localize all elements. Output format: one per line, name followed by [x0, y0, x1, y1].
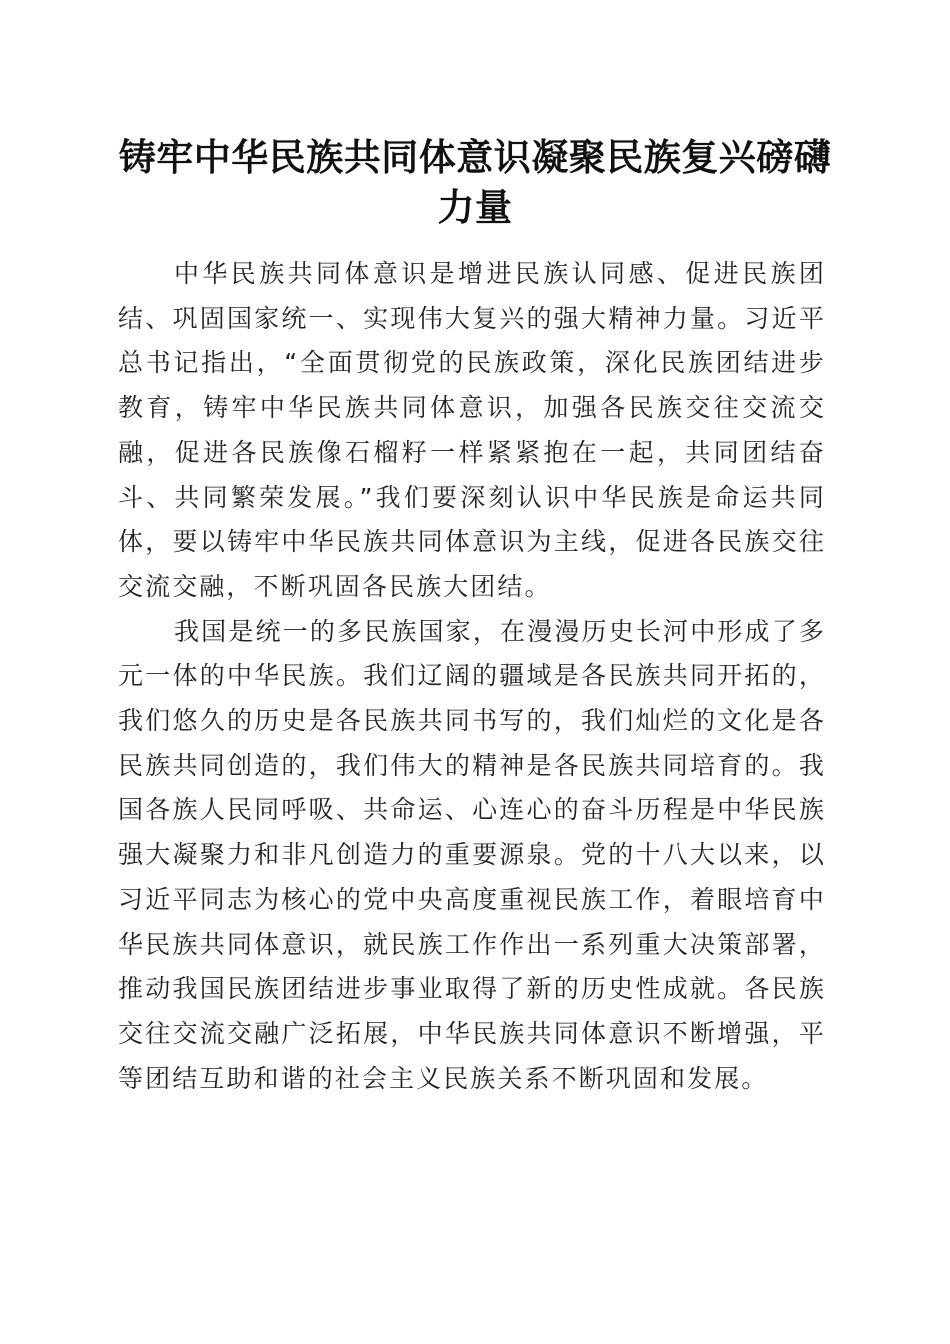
paragraph: 我国是统一的多民族国家，在漫漫历史长河中形成了多元一体的中华民族。我们辽阔的疆域是各民族共同开拓的，我们悠久的历史是各民族共同书写的，我们灿烂的文化是各民族共同创造的，我们伟大的精神是各民族共同培育的。我国各族人民同呼吸、共命运、心连心的奋斗历程是中华民族强大凝聚力和非凡创造力的重要源泉。党的十八大以来，以习近平同志为核心的党中央高度重视民族工作，着眼培育中华民族共同体意识，就民族工作作出一系列重大决策部署，推动我国民族团结进步事业取得了新的历史性成就。各民族交往交流交融广泛拓展，中华民族共同体意识不断增强，平等团结互助和谐的社会主义民族关系不断巩固和发展。: [118, 616, 826, 1093]
document-body: [118, 252, 826, 1101]
paragraph: 中华民族共同体意识是增进民族认同感、促进民族团结、巩固国家统一、实现伟大复兴的强大精神力量。习近平总书记指出，“全面贯彻党的民族政策，深化民族团结进步教育，铸牢中华民族共同体意识，加强各民族交往交流交融，促进各民族像石榴籽一样紧紧抱在一起，共同团结奋斗、共同繁荣发展。”我们要深刻认识中华民族是命运共同体，要以铸牢中华民族共同体意识为主线，促进各民族交往交流交融，不断巩固各民族大团结。: [118, 259, 826, 601]
document-title: 铸牢中华民族共同体意识凝聚民族复兴磅礴力量: [118, 135, 832, 229]
